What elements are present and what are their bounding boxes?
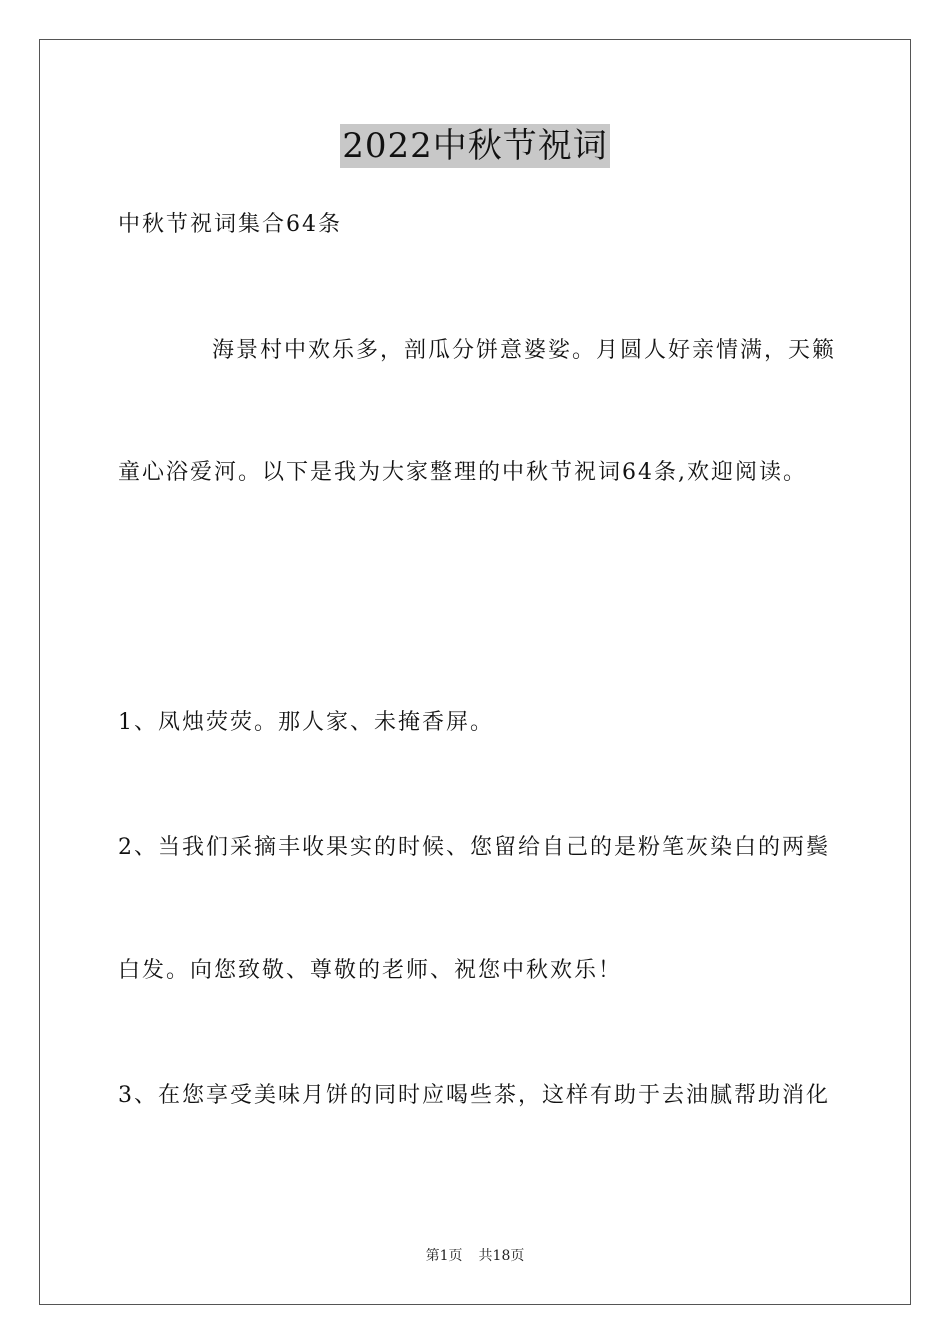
paragraph-line: 海景村中欢乐多，剖瓜分饼意婆娑。月圆人好亲情满，天籁 (212, 338, 837, 363)
document-subtitle: 中秋节祝词集合64条 (118, 212, 342, 237)
list-item: 2、当我们采摘丰收果实的时候、您留给自己的是粉笔灰染白的两鬓 (118, 835, 830, 860)
document-title: 2022中秋节祝词 (342, 126, 608, 166)
list-item: 1、凤烛荧荧。那人家、未掩香屏。 (118, 710, 494, 735)
list-item-continuation: 白发。向您致敬、尊敬的老师、祝您中秋欢乐！ (118, 958, 623, 983)
page-footer (0, 1246, 950, 1266)
paragraph-line: 童心浴爱河。以下是我为大家整理的中秋节祝词64条,欢迎阅读。 (118, 460, 807, 485)
page-total: 共18页 (478, 1248, 525, 1264)
title-container (0, 124, 950, 168)
page-number: 第1页 (425, 1248, 463, 1264)
list-item: 3、在您享受美味月饼的同时应喝些茶，这样有助于去油腻帮助消化 (118, 1083, 830, 1108)
